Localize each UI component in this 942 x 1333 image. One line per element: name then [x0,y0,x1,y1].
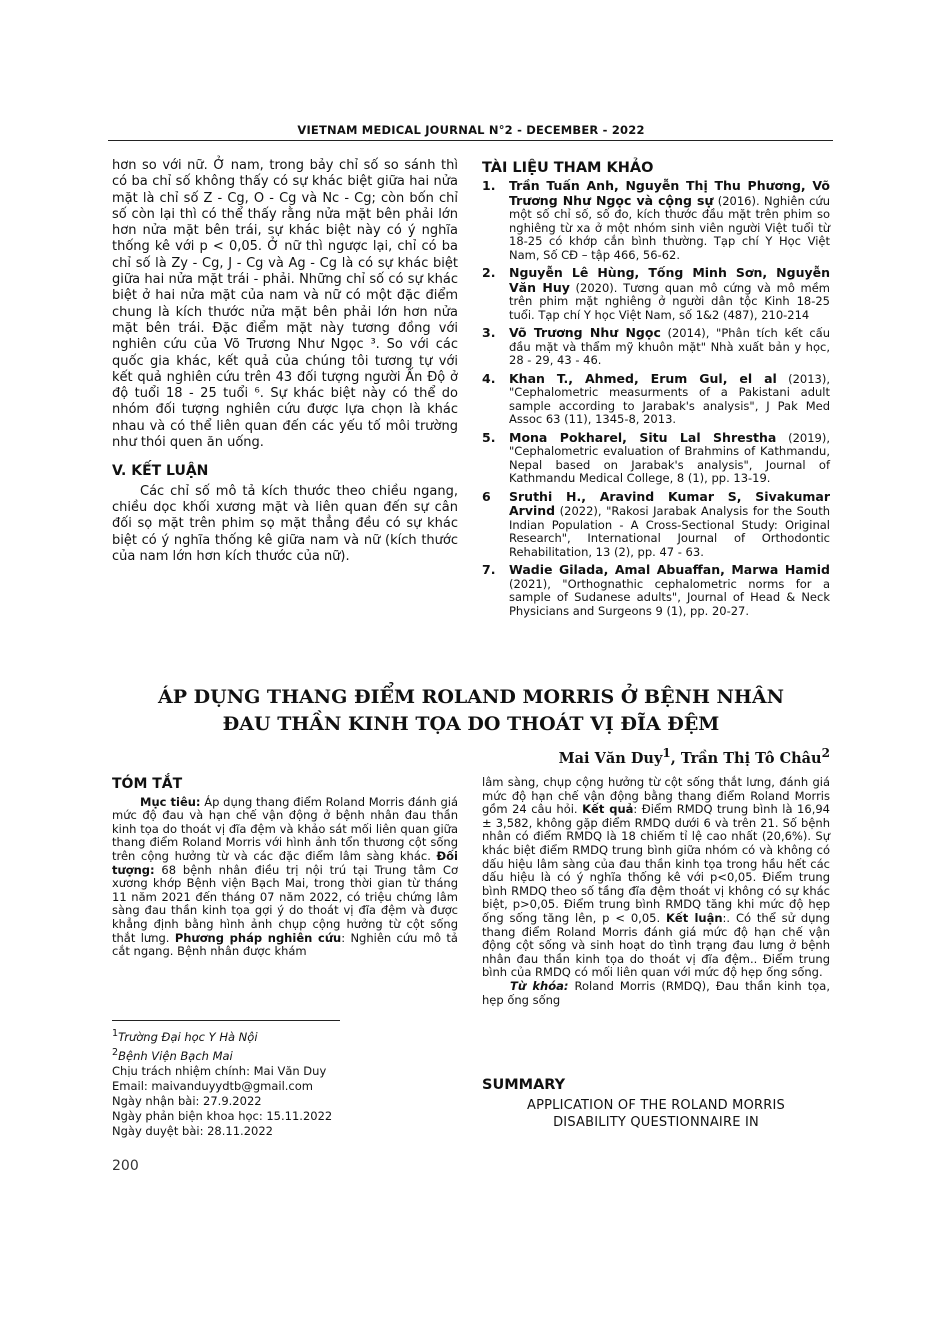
reference-number: 2. [482,265,496,280]
reference-item [482,326,830,368]
references-section [482,160,830,622]
keywords-text: Roland Morris (RMDQ), Đau thần kinh tọa, hẹp ống sống [482,978,830,1007]
reference-number: 4. [482,370,496,386]
affiliation-2-text: Bệnh Viện Bạch Mai [118,1048,233,1063]
discussion-paragraph: hơn so với nữ. Ở nam, trong bảy chỉ số so sánh thì có ba chỉ số không thấy có sự khác biệt giữa hai nửa mặt là chỉ số Z - Cg, O - Cg và Nc - Cg; còn bốn chỉ số còn lại thì có thể thấy rằng nửa mặt bên phải lớn hơn nửa mặt bên trái, sự khác biệt này có ý nghĩa thống kê với p < 0,05. Ở nữ thì ngược lại, chỉ có ba chỉ số là Zy - Cg, J - Cg và Ag - Cg là có sự khác biệt giữa hai nửa mặt trái - phải. Những chỉ số có sự khác biệt ở hai nửa mặt của nam và nữ có một đặc điểm chung là kích thước nửa mặt bên phải lớn hơn nửa mặt bên trái. Đặc điểm mặt này tương đồng với nghiên cứu của Võ Trương Như Ngọc ³. So với các quốc gia khác, kết quả của chúng tôi tương tự với kết quả nghiên cứu trên 43 đối tượng người Ấn Độ ở độ tuổi 18 - 25 tuổi ⁶. Sự khác biệt này có thể do nhóm đối tượng nghiên cứu được lựa chọn là khác nhau và có thể liên quan đến các yếu tố môi trường như thói quen ăn uống. [112,158,458,451]
results-label: Kết quả [582,802,634,817]
affiliation-1-text: Trường Đại học Y Hà Nội [118,1029,258,1044]
author-1-affiliation: 1 [662,746,671,760]
author-2-affiliation: 2 [821,746,830,760]
reference-number: 6 [482,488,491,504]
date-received: Ngày nhận bài: 27.9.2022 [112,1093,262,1108]
objective-text: Áp dụng thang điểm Roland Morris đánh giá mức độ đau và hạn chế vận động ở bệnh nhân đau thần kinh tọa do thoát vị đĩa đệm và khảo sát mối liên quan giữa thang điểm Roland Morris với hình ảnh tổn thương cột sống trên cộng hưởng từ và các đặc điểm lâm sàng khác. [112,794,459,863]
conclusion-text: :. Có thể sử dụng thang điểm Roland Morris đánh giá mức độ hạn chế vận động cột sống và sinh hoạt do tình trạng đau lưng ở bệnh nhân đau thần kinh tọa do thoát vị đĩa đệm.. Điểm trung bình của RMDQ có mối liên quan với mức độ hẹp ống sống. [482,910,830,980]
title-line-1: ÁP DỤNG THANG ĐIỂM ROLAND MORRIS Ở BỆNH NHÂN [158,686,784,708]
reference-number: 7. [482,562,496,577]
reference-item [482,179,830,262]
objective-label: Mục tiêu: [140,794,201,809]
summary-section [482,1077,830,1131]
corresponding-author: Chịu trách nhiệm chính: Mai Văn Duy [112,1063,327,1078]
reference-text: (2013), "Cephalometric measurments of a Pakistani adult sample according to Jarabak's analysis", J Pak Med Assoc 63 (11), 1345-8, 2013. [509,371,830,426]
abstract-right-paragraph [482,776,830,980]
affiliation-1-mark: 1 [112,1028,119,1039]
affiliation-2 [112,1045,452,1064]
email: Email: maivanduyydtb@gmail.com [112,1078,313,1093]
reference-authors: Wadie Gilada, Amal Abuaffan, Marwa Hamid [509,562,830,577]
subjects-label: Đối tượng: [112,848,458,877]
summary-heading: SUMMARY [482,1077,566,1093]
summary-title [482,1097,830,1131]
date-accepted: Ngày duyệt bài: 28.11.2022 [112,1123,273,1138]
reference-authors: Mona Pokharel, Situ Lal Shrestha [509,429,777,445]
reference-body [509,372,830,427]
methods-text: : Nghiên cứu mô tả cắt ngang. Bệnh nhân được khám [112,930,458,959]
reference-body [509,179,830,262]
abstract-right [482,776,830,1007]
abstract-heading: TÓM TẮT [112,776,183,792]
reference-item [482,266,830,322]
author-1: Mai Văn Duy [558,749,663,767]
reference-text: (2022), "Rakosi Jarabak Analysis for the South Indian Population - A Cross-Sectional Study: Original Research", International Journal of Orthodontic Rehabilitation, 13 (2), pp. 47 - 63. [509,504,830,559]
title-line-2: ĐAU THẦN KINH TỌA DO THOÁT VỊ ĐĨA ĐỆM [222,713,720,735]
summary-title-line-2: DISABILITY QUESTIONNAIRE IN [553,1115,759,1130]
reference-number: 5. [482,429,496,445]
reference-authors: Võ Trương Như Ngọc [509,325,661,340]
article-title [60,684,882,738]
reference-text: (2014), "Phân tích kết cấu đầu mặt và thẩm mỹ khuôn mặt" Nhà xuất bản y học, 28 - 29, 43 - 46. [509,326,830,367]
footnote-rule [112,1020,340,1021]
affiliation-2-mark: 2 [112,1046,119,1058]
methods-continued: lâm sàng, chụp cộng hưởng từ cột sống thắt lưng, đánh giá mức độ hạn chế vận động bằng thang điểm Roland Morris gồm 24 câu hỏi. [482,775,830,817]
conclusion-heading: V. KẾT LUẬN [112,463,209,480]
reference-number: 1. [482,178,496,193]
reference-number: 3. [482,325,496,340]
reference-item [482,563,830,618]
reference-body [509,266,830,322]
summary-title-line-1: APPLICATION OF THE ROLAND MORRIS [527,1098,785,1113]
reference-item [482,490,830,560]
reference-item [482,372,830,427]
reference-authors: Nguyễn Lê Hùng, Tống Minh Sơn, Nguyễn Văn Huy [509,265,830,295]
reference-text: (2021), "Orthognathic cephalometric norms for a sample of Sudanese adults", Journal of Head & Neck Physicians and Surgeons 9 (1), pp. 20-27. [509,576,830,618]
reference-item [482,431,830,486]
results-text: : Điểm RMDQ trung bình là 16,94 ± 3,582, không gặp điểm RMDQ dưới 6 và trên 21. Số bệnh nhân có điểm RMDQ là 18 chiếm tỉ lệ cao nhất (20,6%). Sự khác biệt điểm RMDQ trung bình giữa nhóm có và không có dấu hiệu lâm sàng của đau thần kinh tọa trong hầu hết các dấu hiệu là có ý nghĩa thống kê với p<0,05. Điểm trung bình RMDQ theo số tầng đĩa đệm thoát vị không có sự khác biệt, p>0,05. Điểm trung bình RMDQ tăng khi mức độ hẹp ống sống tăng lên, p < 0,05. [482,802,830,925]
subjects-text: 68 bệnh nhân điều trị nội trú tại Trung tâm Cơ xương khớp Bệnh viện Bạch Mai, trong thời gian từ tháng 11 năm 2021 đến tháng 07 năm 2022, có triệu chứng lâm sàng đau thần kinh tọa gợi ý do thoát vị đĩa đệm và được khẳng định bằng hình ảnh chụp cộng hưởng từ cột sống thắt lưng. [112,862,458,945]
author-2: Trần Thị Tô Châu [680,749,822,767]
references-list [482,179,830,618]
reference-text: (2019), "Cephalometric evaluation of Brahmins of Kathmandu, Nepal based on Jarabak's analysis", Journal of Kathmandu Medical College, 8 (1), pp. 13-19. [509,430,830,485]
reference-text: (2016). Nghiên cứu một số chỉ số, số đo, kích thước đầu mặt trên phim so nghiêng từ xa ở một nhóm sinh viên người Việt tuổi từ 18-25 có khớp cắn bình thường. Tạp chí Y Học Việt Nam, Số CĐ – tập 466, 56-62. [509,193,831,262]
header-rule [108,140,833,141]
footnotes [112,1026,452,1139]
references-heading: TÀI LIỆU THAM KHẢO [482,160,654,176]
page-number: 200 [112,1158,139,1174]
author-separator: , [670,749,681,767]
keywords-line [482,980,830,1007]
reference-text: (2020). Tương quan mô cứng và mô mềm trên phim mặt nghiêng ở người dân tộc Kinh 18-25 tuổi. Tạp chí Y học Việt Nam, số 1&2 (487), 210-214 [509,280,830,322]
reference-body [509,431,830,486]
author-line [559,746,830,767]
reference-authors: Trần Tuấn Anh, Nguyễn Thị Thu Phương, Võ Trương Như Ngọc và cộng sự [509,178,830,208]
reference-authors: Sruthi H., Aravind Kumar S, Sivakumar Arvind [509,488,830,518]
reference-body [509,563,830,618]
reference-authors: Khan T., Ahmed, Erum Gul, el al [509,370,777,386]
affiliation-1 [112,1026,452,1045]
conclusion-label: Kết luận [666,910,723,925]
abstract-left-paragraph [112,796,458,959]
reference-body [509,326,830,368]
conclusion-paragraph: Các chỉ số mô tả kích thước theo chiều ngang, chiều dọc khối xương mặt và liên quan đến sự cân đối sọ mặt trên phim sọ mặt thẳng đều có sự khác biệt có ý nghĩa thống kê giữa nam và nữ (kích thước của nam lớn hơn kích thước của nữ). [112,483,458,564]
methods-label: Phương pháp nghiên cứu [174,930,342,945]
running-header: VIETNAM MEDICAL JOURNAL N°2 - DECEMBER - 2022 [297,123,645,137]
date-reviewed: Ngày phản biện khoa học: 15.11.2022 [112,1108,333,1123]
abstract-left [112,778,458,959]
keywords-label: Từ khóa: [510,978,569,993]
left-column [112,158,458,565]
reference-body [509,490,830,560]
